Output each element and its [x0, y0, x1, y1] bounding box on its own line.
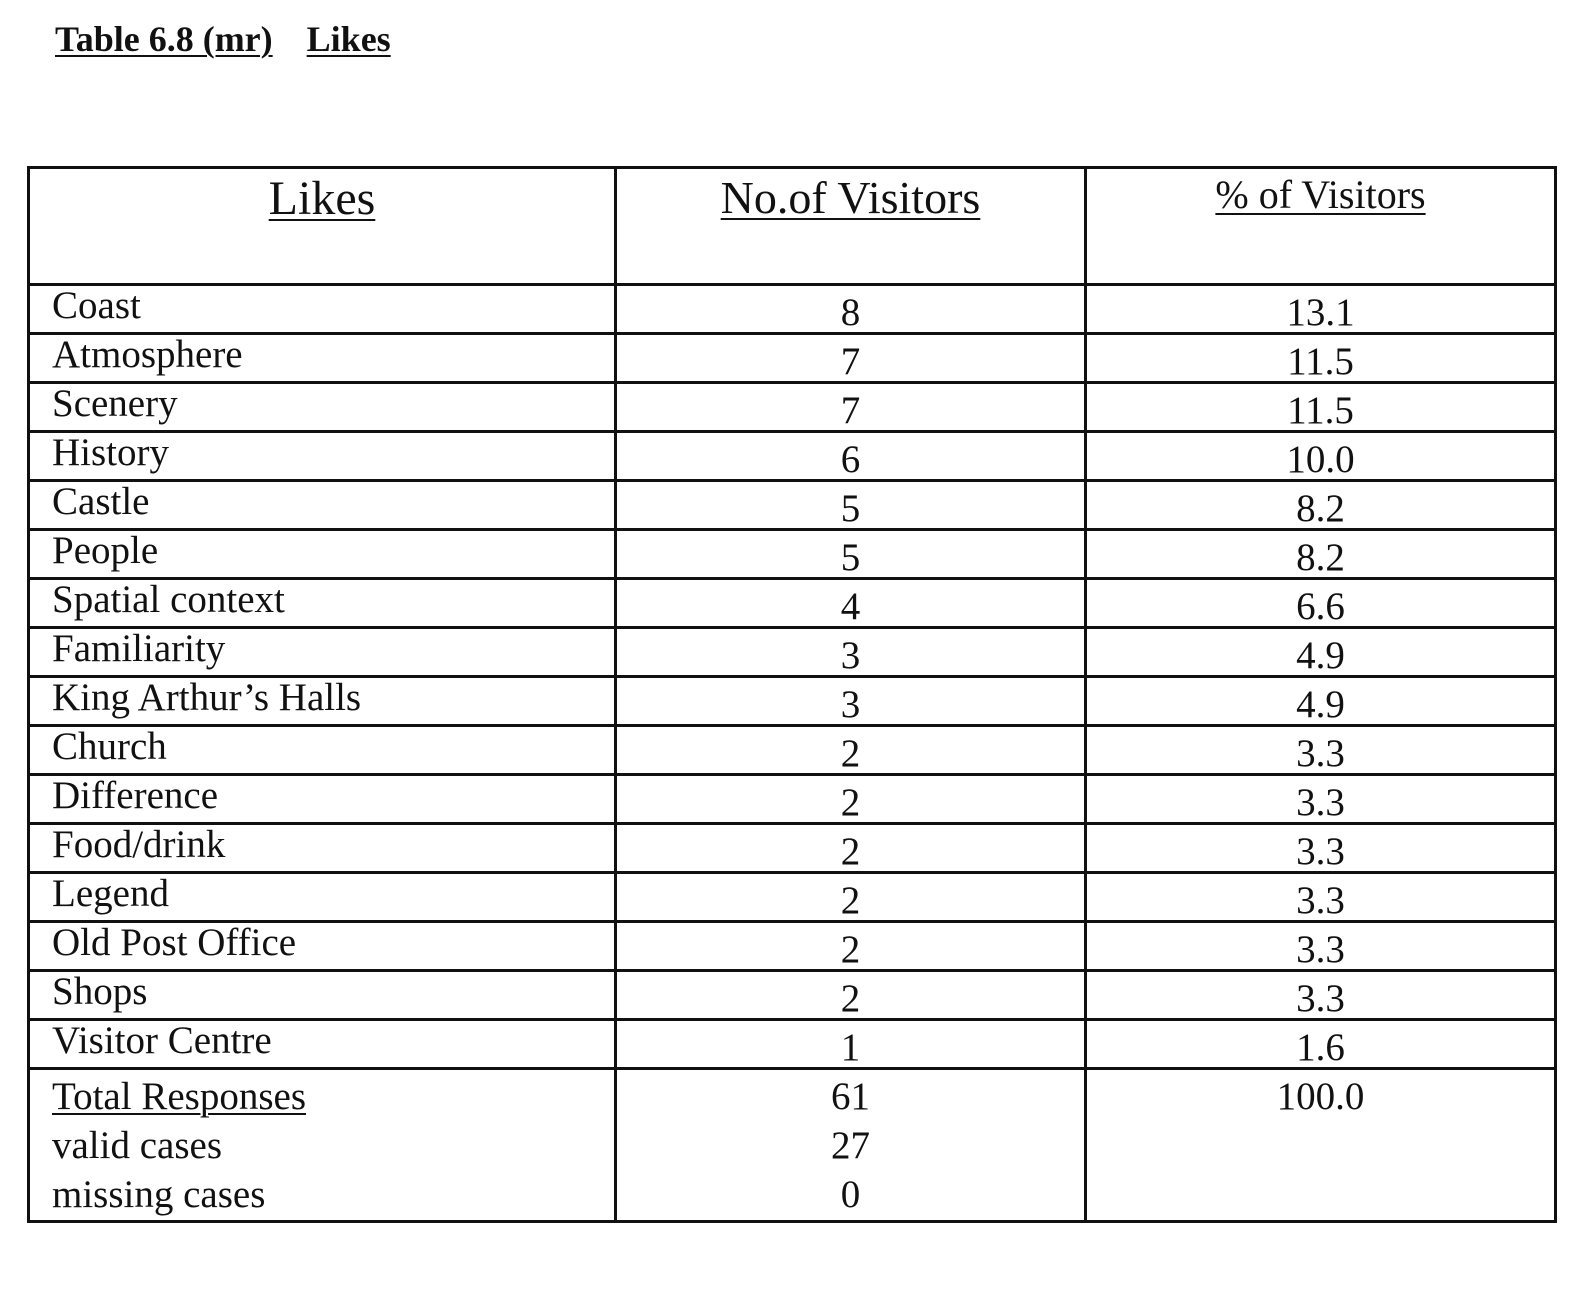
row-label: Familiarity	[29, 628, 616, 677]
row-count: 2	[616, 922, 1086, 971]
row-label: Old Post Office	[29, 922, 616, 971]
row-count: 2	[616, 971, 1086, 1020]
missing-cases-label: missing cases	[52, 1173, 266, 1216]
table-row	[29, 922, 1556, 971]
row-label: Castle	[29, 481, 616, 530]
likes-table	[27, 166, 1557, 1223]
row-percent: 4.9	[1086, 628, 1556, 677]
footer-counts	[616, 1069, 1086, 1222]
row-percent: 8.2	[1086, 481, 1556, 530]
table-row	[29, 628, 1556, 677]
row-count: 2	[616, 726, 1086, 775]
row-count: 3	[616, 677, 1086, 726]
table-row	[29, 971, 1556, 1020]
row-label: Food/drink	[29, 824, 616, 873]
row-label: Scenery	[29, 383, 616, 432]
table-row	[29, 481, 1556, 530]
footer-row	[29, 1069, 1556, 1222]
row-count: 5	[616, 481, 1086, 530]
row-percent: 11.5	[1086, 383, 1556, 432]
header-row	[29, 168, 1556, 285]
table-row	[29, 1020, 1556, 1069]
row-label: Shops	[29, 971, 616, 1020]
row-percent: 3.3	[1086, 971, 1556, 1020]
row-percent: 10.0	[1086, 432, 1556, 481]
row-percent: 8.2	[1086, 530, 1556, 579]
row-percent: 6.6	[1086, 579, 1556, 628]
row-count: 2	[616, 873, 1086, 922]
table-row	[29, 579, 1556, 628]
table-row	[29, 285, 1556, 334]
row-label: Legend	[29, 873, 616, 922]
row-percent: 1.6	[1086, 1020, 1556, 1069]
row-count: 5	[616, 530, 1086, 579]
valid-cases-count: 27	[831, 1124, 870, 1167]
table-row	[29, 824, 1556, 873]
row-count: 6	[616, 432, 1086, 481]
row-count: 2	[616, 824, 1086, 873]
header-no-of-visitors: No.of Visitors	[616, 168, 1086, 285]
table-row	[29, 383, 1556, 432]
row-percent: 3.3	[1086, 873, 1556, 922]
footer-percents	[1086, 1069, 1556, 1222]
table-row	[29, 334, 1556, 383]
table-body	[29, 285, 1556, 1069]
total-responses-percent: 100.0	[1276, 1075, 1365, 1118]
table-row	[29, 530, 1556, 579]
row-label: People	[29, 530, 616, 579]
footer-labels	[29, 1069, 616, 1222]
row-label: Difference	[29, 775, 616, 824]
table-row	[29, 432, 1556, 481]
row-label: Coast	[29, 285, 616, 334]
valid-cases-label: valid cases	[52, 1124, 223, 1167]
total-responses-label: Total Responses	[52, 1075, 306, 1118]
row-percent: 3.3	[1086, 775, 1556, 824]
row-count: 7	[616, 334, 1086, 383]
table-number: Table 6.8 (mr)	[55, 19, 273, 59]
row-percent: 3.3	[1086, 922, 1556, 971]
row-percent: 11.5	[1086, 334, 1556, 383]
table-row	[29, 726, 1556, 775]
header-likes: Likes	[29, 168, 616, 285]
row-label: History	[29, 432, 616, 481]
row-count: 8	[616, 285, 1086, 334]
row-label: Spatial context	[29, 579, 616, 628]
row-count: 4	[616, 579, 1086, 628]
row-label: King Arthur’s Halls	[29, 677, 616, 726]
row-percent: 3.3	[1086, 824, 1556, 873]
table-caption	[55, 18, 391, 60]
row-count: 1	[616, 1020, 1086, 1069]
row-label: Visitor Centre	[29, 1020, 616, 1069]
row-percent: 4.9	[1086, 677, 1556, 726]
table-row	[29, 775, 1556, 824]
row-count: 2	[616, 775, 1086, 824]
row-count: 7	[616, 383, 1086, 432]
table-title: Likes	[306, 19, 391, 59]
header-percent-of-visitors: % of Visitors	[1086, 168, 1556, 285]
table-row	[29, 873, 1556, 922]
row-label: Atmosphere	[29, 334, 616, 383]
row-percent: 13.1	[1086, 285, 1556, 334]
missing-cases-count: 0	[840, 1173, 861, 1216]
row-label: Church	[29, 726, 616, 775]
table-row	[29, 677, 1556, 726]
row-percent: 3.3	[1086, 726, 1556, 775]
row-count: 3	[616, 628, 1086, 677]
total-responses-count: 61	[831, 1075, 870, 1118]
